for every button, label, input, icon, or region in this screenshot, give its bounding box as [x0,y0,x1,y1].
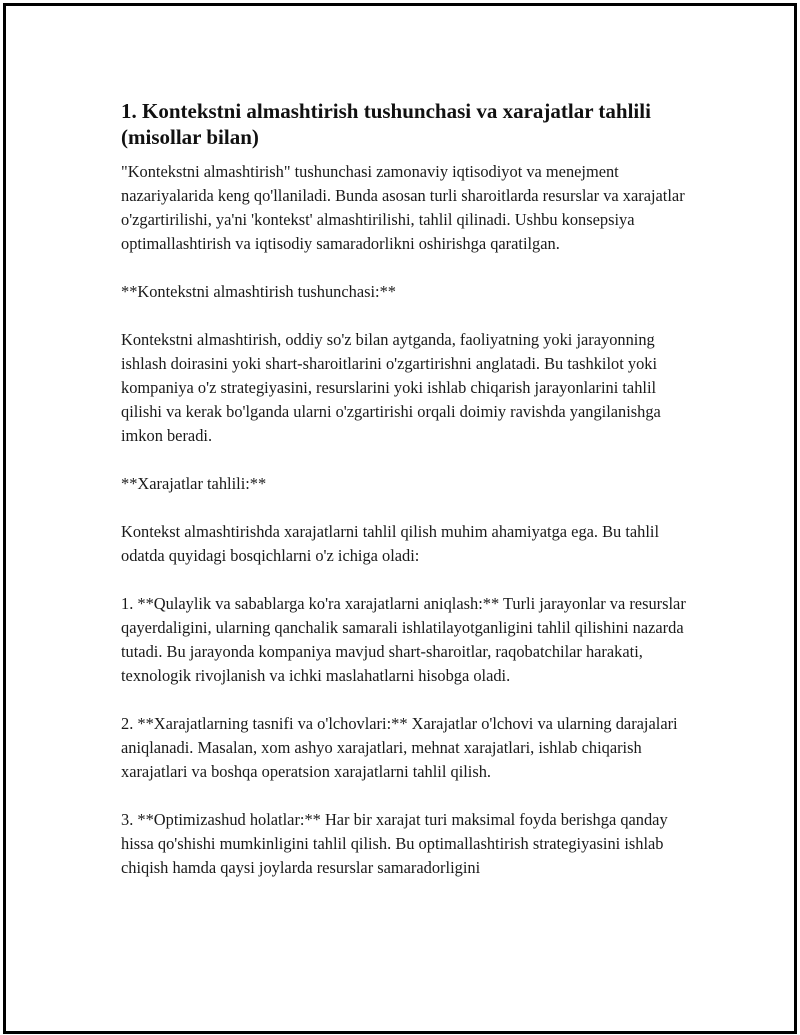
paragraph-heading-concept: **Kontekstni almashtirish tushunchasi:** [121,282,396,301]
list-item-1: 1. **Qulaylik va sabablarga ko'ra xarajatlarni aniqlash:** Turli jarayonlar va resurslar qayerdaligini, ularning qanchalik samarali ishlatilayotganligini tahlil qilishini nazarda tutadi. Bu jarayonda kompaniya mavjud shart-sharoitlar, raqobatchilar harakati, texnologik rivojlanish va ichki maslahatlarni hisobga oladi. [121,594,686,685]
list-item-3: 3. **Optimizashud holatlar:** Har bir xarajat turi maksimal foyda berishga qanday hissa qo'shishi mumkinligini tahlil qilish. Bu optimallashtirish strategiyasini ishlab chiqish hamda qaysi joylarda resurslar samaradorligini [121,810,668,877]
paragraph-costs-intro: Kontekst almashtirishda xarajatlarni tahlil qilish muhim ahamiyatga ega. Bu tahlil odatda quyidagi bosqichlarni o'z ichiga oladi: [121,522,660,565]
paragraph-concept: Kontekstni almashtirish, oddiy so'z bilan aytganda, faoliyatning yoki jarayonning ishlash doirasini yoki shart-sharoitlarini o'zgartirishni anglatadi. Bu tashkilot yoki kompaniya o'z strategiyasini, resurslarini yoki ishlab chiqarish jarayonlarini tahlil qilishi va kerak bo'lganda ularni o'zgartirishi orqali doimiy ravishda yangilanishga imkon beradi. [121,330,661,445]
paragraph-heading-costs: **Xarajatlar tahlili:** [121,474,267,493]
document-page [3,3,797,1034]
document-content [121,98,701,904]
list-item-2: 2. **Xarajatlarning tasnifi va o'lchovlari:** Xarajatlar o'lchovi va ularning darajalari aniqlanadi. Masalan, xom ashyo xarajatlari, mehnat xarajatlari, ishlab chiqarish xarajatlari va boshqa operatsion xarajatlarni tahlil qilish. [121,714,678,781]
document-title: 1. Kontekstni almashtirish tushunchasi va xarajatlar tahlili (misollar bilan) [121,99,651,149]
paragraph-intro: "Kontekstni almashtirish" tushunchasi zamonaviy iqtisodiyot va menejment nazariyalarida keng qo'llaniladi. Bunda asosan turli sharoitlarda resurslar va xarajatlar o'zgartirilishi, ya'ni 'kontekst' almashtirilishi, tahlil qilinadi. Ushbu konsepsiya optimallashtirish va iqtisodiy samaradorlikni oshirishga qaratilgan. [121,162,685,253]
